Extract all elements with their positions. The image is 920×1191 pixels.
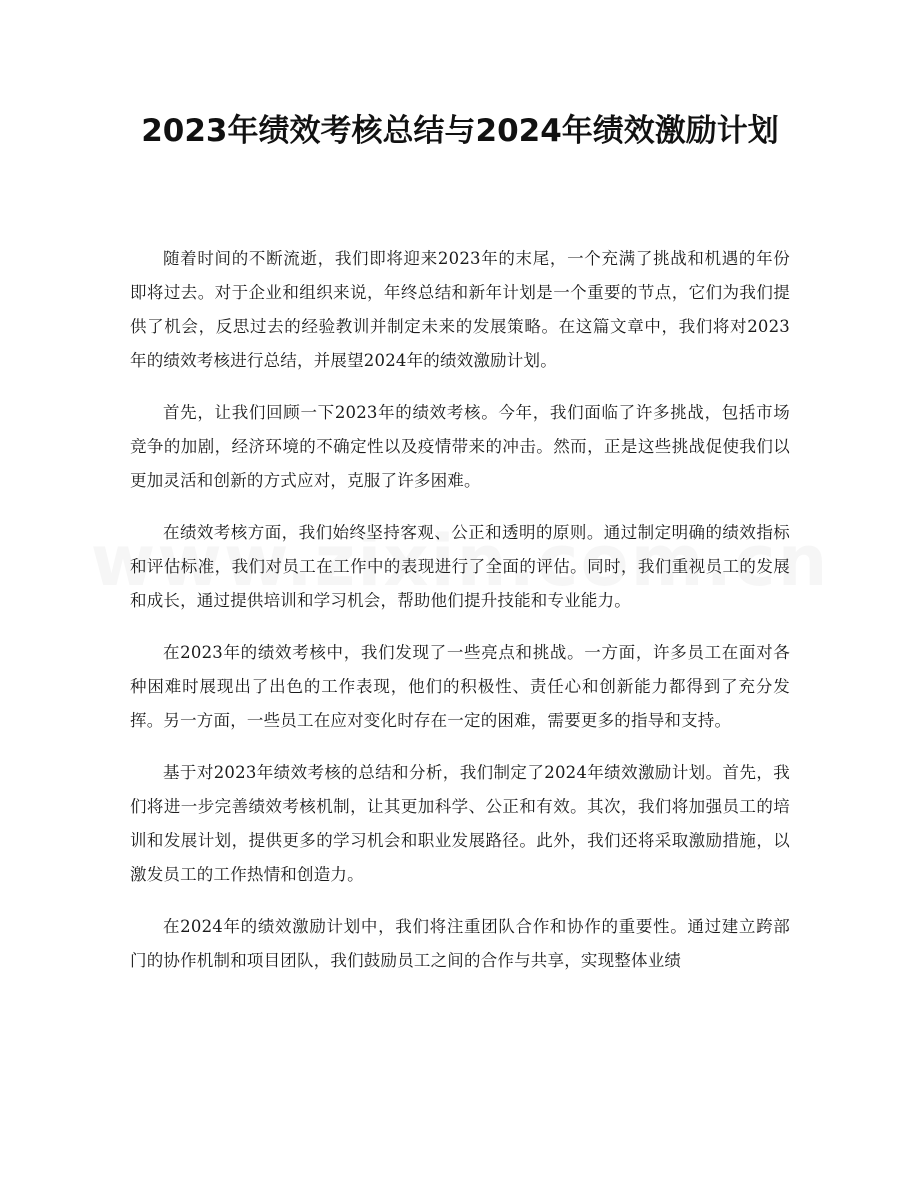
document-title: 2023年绩效考核总结与2024年绩效激励计划 <box>141 113 779 149</box>
paragraph-3: 在绩效考核方面，我们始终坚持客观、公正和透明的原则。通过制定明确的绩效指标和评估标准，我们对员工在工作中的表现进行了全面的评估。同时，我们重视员工的发展和成长，通过提供培训和学习机会，帮助他们提升技能和专业能力。 <box>130 523 790 610</box>
paragraph-4: 在2023年的绩效考核中，我们发现了一些亮点和挑战。一方面，许多员工在面对各种困难时展现出了出色的工作表现，他们的积极性、责任心和创新能力都得到了充分发挥。另一方面，一些员工在应对变化时存在一定的困难，需要更多的指导和支持。 <box>130 643 790 730</box>
paragraph-5: 基于对2023年绩效考核的总结和分析，我们制定了2024年绩效激励计划。首先，我们将进一步完善绩效考核机制，让其更加科学、公正和有效。其次，我们将加强员工的培训和发展计划，提供更多的学习机会和职业发展路径。此外，我们还将采取激励措施，以激发员工的工作热情和创造力。 <box>130 763 790 884</box>
document-body <box>130 242 790 996</box>
paragraph-2: 首先，让我们回顾一下2023年的绩效考核。今年，我们面临了许多挑战，包括市场竞争的加剧，经济环境的不确定性以及疫情带来的冲击。然而，正是这些挑战促使我们以更加灵活和创新的方式应对，克服了许多困难。 <box>130 403 790 490</box>
paragraph-1: 随着时间的不断流逝，我们即将迎来2023年的末尾，一个充满了挑战和机遇的年份即将过去。对于企业和组织来说，年终总结和新年计划是一个重要的节点，它们为我们提供了机会，反思过去的经验教训并制定未来的发展策略。在这篇文章中，我们将对2023年的绩效考核进行总结，并展望2024年的绩效激励计划。 <box>130 249 790 370</box>
paragraph-6: 在2024年的绩效激励计划中，我们将注重团队合作和协作的重要性。通过建立跨部门的协作机制和项目团队，我们鼓励员工之间的合作与共享，实现整体业绩 <box>130 917 790 970</box>
